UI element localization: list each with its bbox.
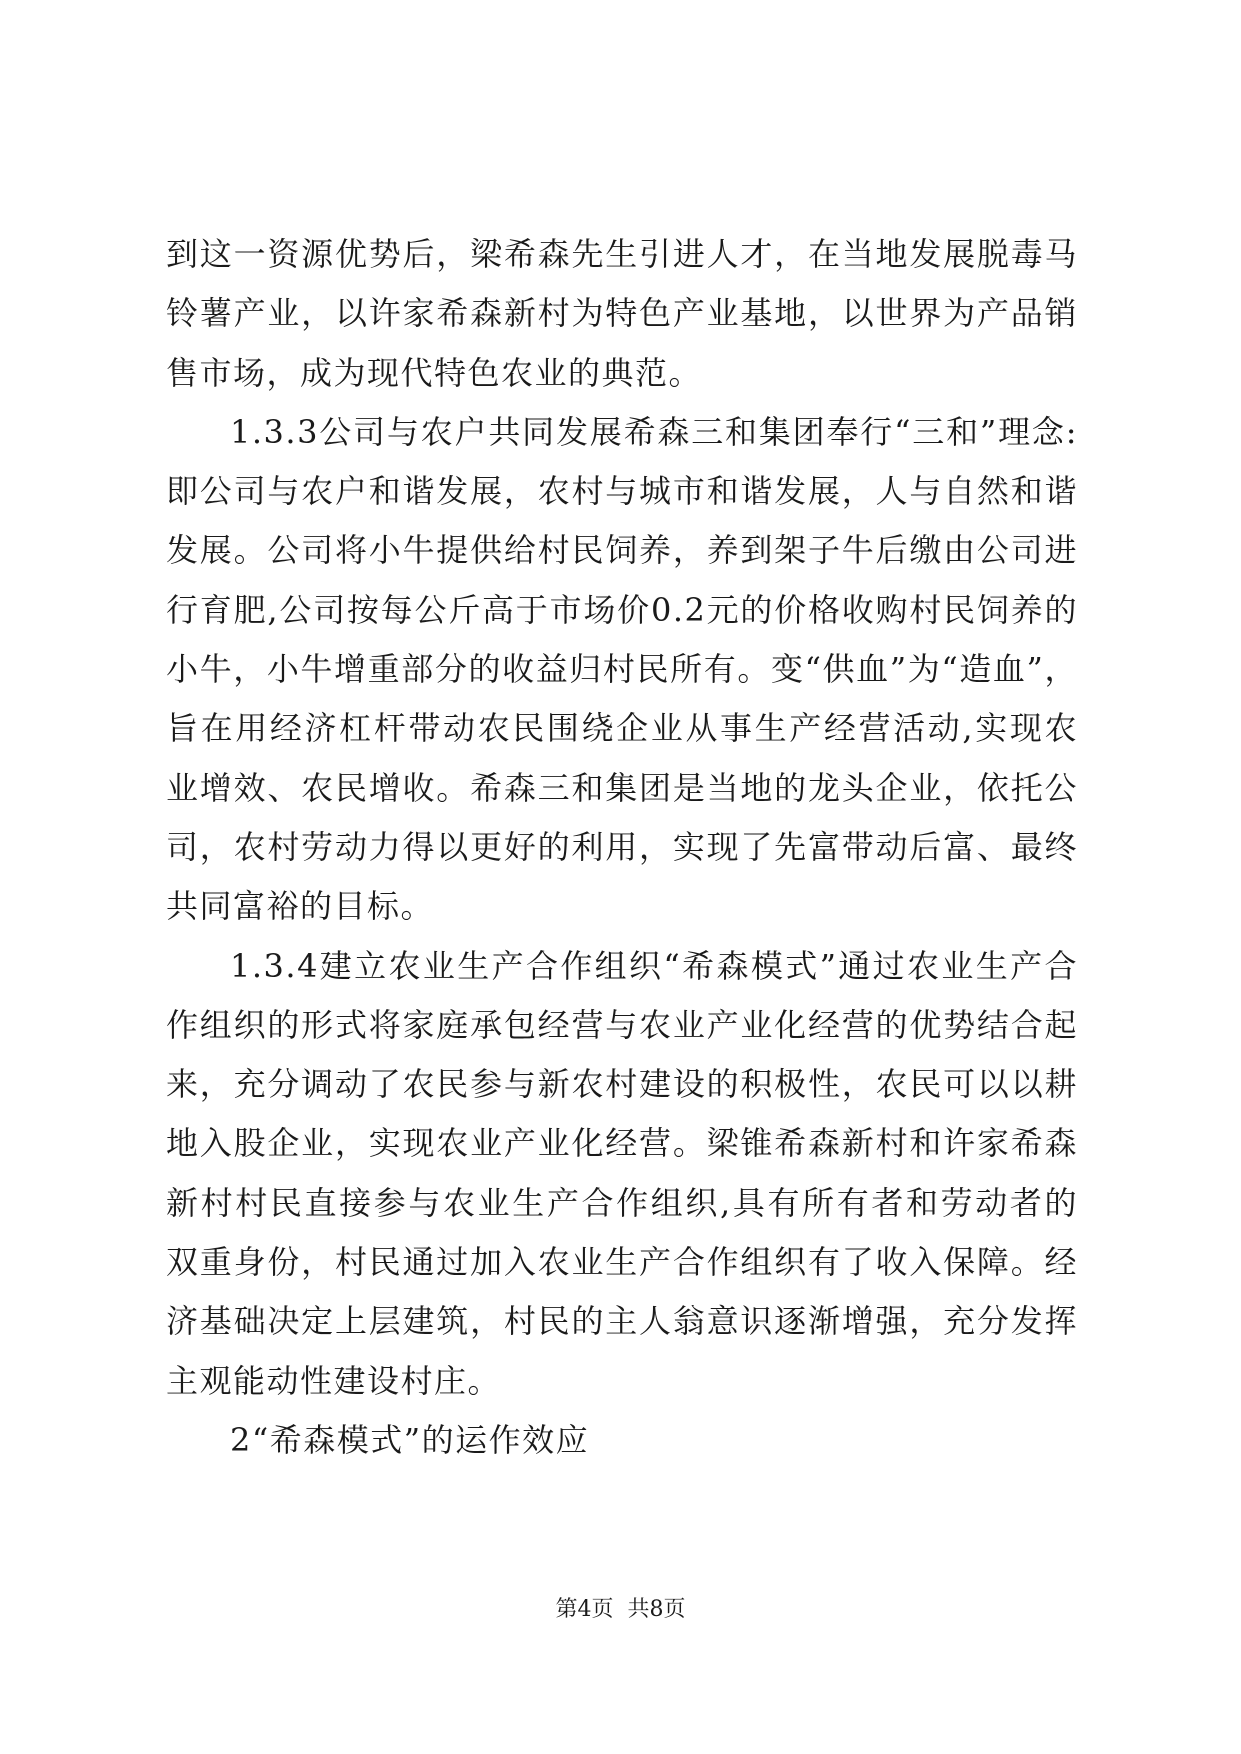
paragraph-section-1-3-4: 1.3.4建立农业生产合作组织“希森模式”通过农业生产合作组织的形式将家庭承包经营与农业产业化经营的优势结合起来，充分调动了农民参与新农村建设的积极性，农民可以以耕地入股企业，实现农业产业化经营。梁锥希森新村和许家希森新村村民直接参与农业生产合作组织,具有所有者和劳动者的双重身份，村民通过加入农业生产合作组织有了收入保障。经济基础决定上层建筑，村民的主人翁意识逐渐增强，充分发挥主观能动性建设村庄。 <box>166 946 1078 1400</box>
page-footer <box>0 1595 1241 1625</box>
page-number-label: 第4页 共8页 <box>555 1597 686 1622</box>
document-body <box>166 225 1078 1470</box>
paragraph-section-1-3-3: 1.3.3公司与农户共同发展希森三和集团奉行“三和”理念:即公司与农户和谐发展，农村与城市和谐发展，人与自然和谐发展。公司将小牛提供给村民饲养，养到架子牛后缴由公司进行育肥,公司按每公斤高于市场价0.2元的价格收购村民饲养的小牛，小牛增重部分的收益归村民所有。变“供血”为“造血”，旨在用经济杠杆带动农民围绕企业从事生产经营活动,实现农业增效、农民增收。希森三和集团是当地的龙头企业，依托公司，农村劳动力得以更好的利用，实现了先富带动后富、最终共同富裕的目标。 <box>166 412 1078 926</box>
section-heading-2: 2“希森模式”的运作效应 <box>230 1420 590 1459</box>
paragraph-intro-continuation: 到这一资源优势后，梁希森先生引进人才，在当地发展脱毒马铃薯产业，以许家希森新村为特色产业基地，以世界为产品销售市场，成为现代特色农业的典范。 <box>166 235 1078 392</box>
